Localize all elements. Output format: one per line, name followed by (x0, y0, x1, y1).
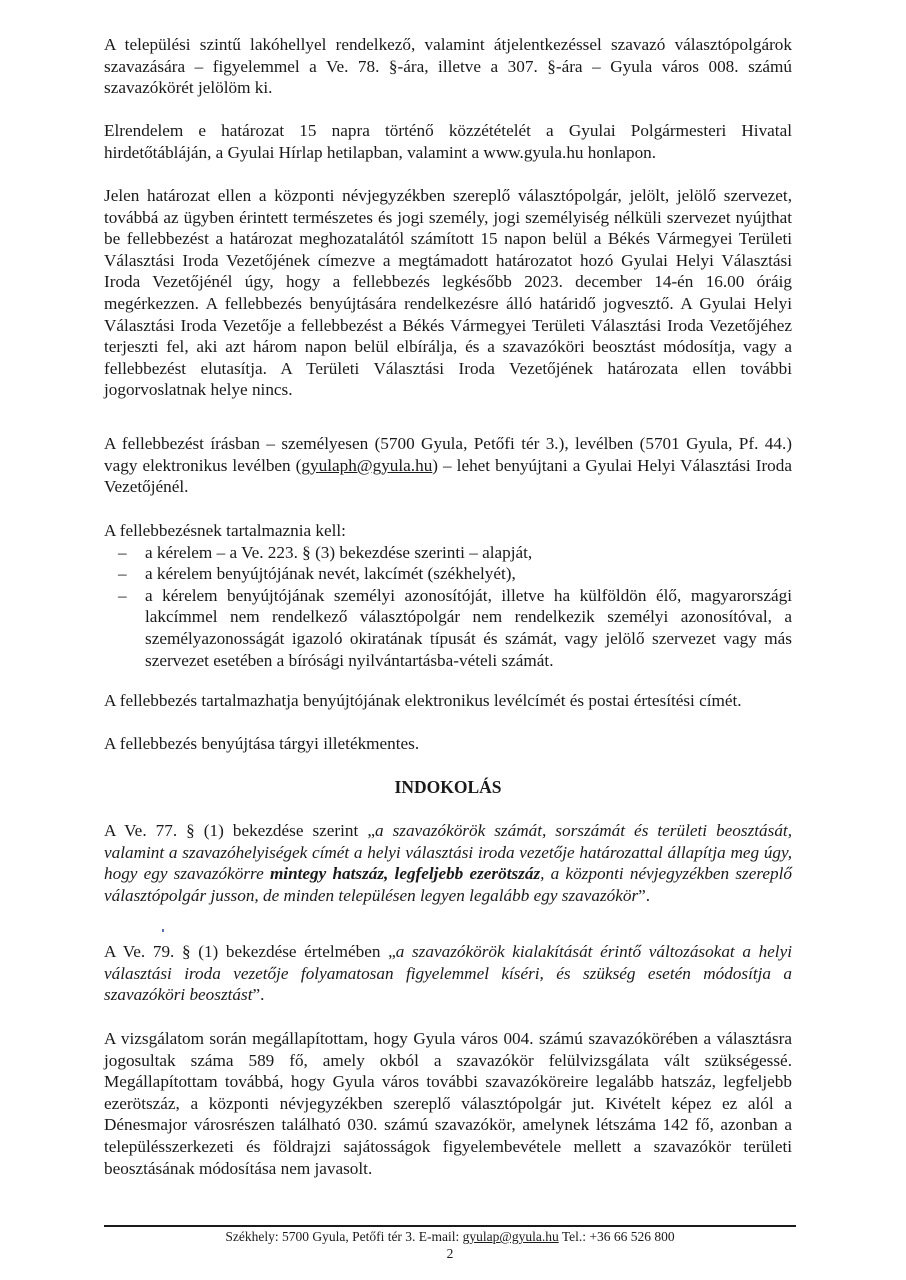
quote-intro: A Ve. 79. § (1) bekezdése értelmében „ (104, 942, 396, 961)
appeal-requirements-list (104, 542, 792, 672)
appeal-submission-text-end: ) – lehet benyújtani a Gyulai Helyi Választási Iroda Vezetőjénél. (104, 455, 792, 497)
paragraph-appeal-rights: Jelen határozat ellen a központi névjegyzékben szereplő választópolgár, jelölt, jelölő szervezet, továbbá az ügyben érintett természetes és jogi személy, jogi személyiség nélküli szervezet nyújthat be fellebbezést a határozat meghozatalától számított 15 napon belül a Békés Vármegyei Területi Választási Iroda Vezetőjének címezve a megtámadott határozatot hozó Gyulai Helyi Választási Iroda Vezetőjénél úgy, hogy a fellebbezés legkésőbb 2023. december 14-én 16.00 óráig megérkezzen. A fellebbezés benyújtására rendelkezésre álló határidő jogvesztő. A Gyulai Helyi Választási Iroda Vezetője a fellebbezést a Békés Vármegyei Területi Választási Iroda Vezetőjéhez terjeszti fel, aki azt három napon belül elbírálja, és a szavazóköri beosztást módosítja, vagy a fellebbezést elutasítja. A Területi Választási Iroda Vezetőjének határozata ellen további jogorvoslatnak helye nincs. (104, 186, 792, 400)
footer-divider (104, 1225, 796, 1227)
paragraph-ve-79-quote (104, 941, 792, 1006)
section-heading-justification: INDOKOLÁS (394, 777, 502, 797)
quote-text: a szavazókörök számát, sorszámát és területi beosztását, valamint a szavazóhelyiségek címét a helyi választási iroda vezetője határozattal állapítja meg úgy, hogy egy szavazókörre (104, 821, 792, 884)
list-item-text: a kérelem – a Ve. 223. § (3) bekezdése szerinti – alapját, (145, 542, 533, 562)
paragraph-publication-order: Elrendelem e határozat 15 napra történő közzétételét a Gyulai Polgármesteri Hivatal hirdetőtábláján, a Gyulai Hírlap hetilapban, valamint a www.gyula.hu honlapon. (104, 121, 792, 162)
appeal-contents-section (104, 520, 792, 671)
footer-phone: Tel.: +36 66 526 800 (558, 1229, 675, 1244)
appeal-email-link[interactable]: gyulaph@gyula.hu (301, 455, 433, 475)
quote-text: a szavazókörök kialakítását érintő változásokat a helyi választási iroda vezetője folyamatosan figyelemmel kíséri, és szükség esetén módosítja a szavazóköri beosztást (104, 942, 792, 1005)
footer-contact-line (104, 1228, 796, 1245)
dash-bullet: – (118, 585, 127, 605)
quote-close: ”. (638, 885, 651, 905)
quote-intro: A Ve. 77. § (1) bekezdése szerint „ (104, 821, 375, 840)
quote-close: ”. (252, 985, 265, 1005)
appeal-contents-intro: A fellebbezésnek tartalmaznia kell: (104, 521, 346, 540)
list-item (118, 563, 792, 585)
footer-email-link[interactable]: gyulap@gyula.hu (462, 1229, 559, 1244)
page-footer (104, 1228, 796, 1262)
paragraph-fee-exemption: A fellebbezés benyújtása tárgyi illetékmentes. (104, 734, 420, 753)
quote-emphasis: mintegy hatszáz, legfeljebb ezerötszáz (269, 864, 541, 884)
paragraph-ve-77-quote (104, 820, 792, 906)
list-item-text: a kérelem benyújtójának személyi azonosítóját, illetve ha külföldön élő, magyarországi lakcímmel nem rendelkező választópolgár nem rendelkezik személyi azonosítóval, a személyazonosságát igazoló okiratának típusát és számát, vagy jelölő szervezet vagy más szervezet esetében a bírósági nyilvántartásba-vételi számát. (145, 585, 792, 670)
page-number: 2 (446, 1246, 454, 1261)
dash-bullet: – (118, 542, 127, 562)
footer-address: Székhely: 5700 Gyula, Petőfi tér 3. E-mail: (225, 1229, 463, 1244)
list-item (118, 585, 792, 671)
paragraph-findings: A vizsgálatom során megállapítottam, hogy Gyula város 004. számú szavazókörében a választásra jogosultak száma 589 fő, amely okból a szavazókör felülvizsgálata vált szükségessé. Megállapítottam továbbá, hogy Gyula város további szavazóköreire legalább hatszáz, legfeljebb ezerötszáz, a központi névjegyzékben szereplő választópolgár jut. Kivételt képez ez alól a Dénesmajor városrészen található 030. számú szavazókör, amelynek létszáma 142 fő, azonban a településszerkezeti és földrajzi sajátosságok figyelembevétele mellett a szavazókör területi beosztásának módosítása nem javasolt. (104, 1029, 792, 1178)
list-item-text: a kérelem benyújtójának nevét, lakcímét (székhelyét), (145, 564, 516, 584)
paragraph-polling-district-designation: A települési szintű lakóhellyel rendelkező, valamint átjelentkezéssel szavazó választópolgárok szavazására – figyelemmel a Ve. 78. §-ára, illetve a 307. §-ára – Gyula város 008. számú szavazókörét jelölöm ki. (104, 35, 792, 98)
appeal-submission-text: A fellebbezést írásban – személyesen (5700 Gyula, Petőfi tér 3.), levélben (5701 Gyula, Pf. 44.) vagy elektronikus levélben ( (104, 434, 792, 475)
scan-artifact-mark (162, 929, 164, 932)
dash-bullet: – (118, 564, 127, 584)
paragraph-appeal-submission (104, 433, 792, 498)
quote-text-continued: , a központi névjegyzékben szereplő választópolgár jusson, de minden településen legyen legalább egy szavazókör (104, 864, 792, 905)
list-item (118, 542, 792, 564)
paragraph-optional-contents: A fellebbezés tartalmazhatja benyújtójának elektronikus levélcímét és postai értesítési címét. (104, 691, 742, 710)
